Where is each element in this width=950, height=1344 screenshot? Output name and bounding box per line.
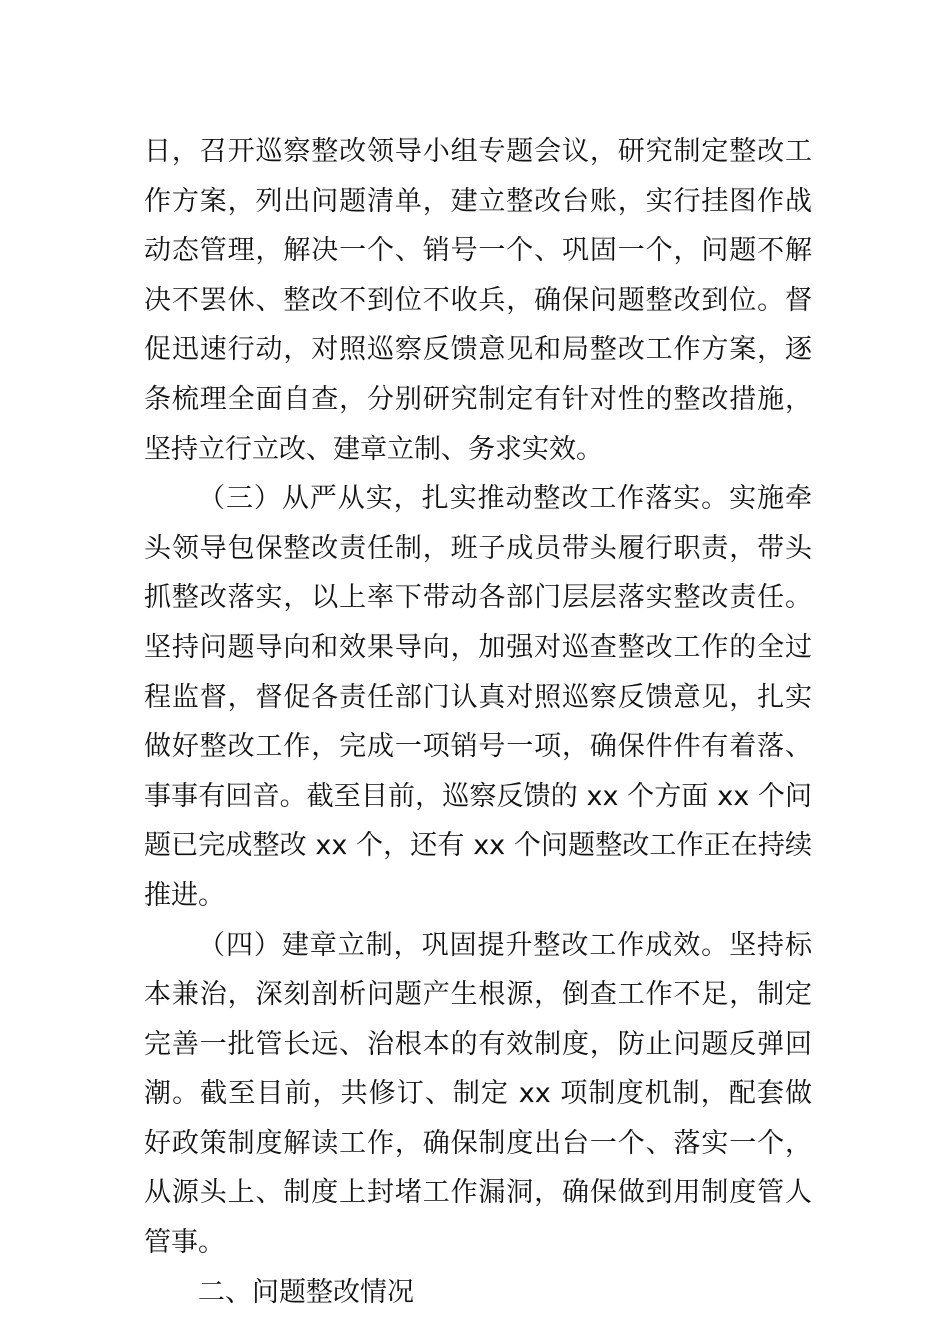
document-body	[144, 127, 812, 1317]
section-heading: 二、问题整改情况	[198, 1276, 414, 1308]
paragraph-section-three: （三）从严从实，扎实推动整改工作落实。实施牵头领导包保整改责任制，班子成员带头履行职责，带头抓整改落实，以上率下带动各部门层层落实整改责任。坚持问题导向和效果导向，加强对巡查整改工作的全过程监督，督促各责任部门认真对照巡察反馈意见，扎实做好整改工作，完成一项销号一项，确保件件有着落、事事有回音。截至目前，巡察反馈的 xx 个方面 xx 个问题已完成整改 xx 个，还有 xx 个问题整改工作正在持续推进。	[144, 483, 812, 911]
paragraph-continuation: 日，召开巡察整改领导小组专题会议，研究制定整改工作方案，列出问题清单，建立整改台账，实行挂图作战动态管理，解决一个、销号一个、巩固一个，问题不解决不罢休、整改不到位不收兵，确保问题整改到位。督促迅速行动，对照巡察反馈意见和局整改工作方案，逐条梳理全面自查，分别研究制定有针对性的整改措施，坚持立行立改、建章立制、务求实效。	[144, 136, 812, 465]
paragraph-section-four: （四）建章立制，巩固提升整改工作成效。坚持标本兼治，深刻剖析问题产生根源，倒查工作不足，制定完善一批管长远、治根本的有效制度，防止问题反弹回潮。截至目前，共修订、制定 xx 项制度机制，配套做好政策制度解读工作，确保制度出台一个、落实一个，从源头上、制度上封堵工作漏洞，确保做到用制度管人管事。	[144, 929, 812, 1259]
